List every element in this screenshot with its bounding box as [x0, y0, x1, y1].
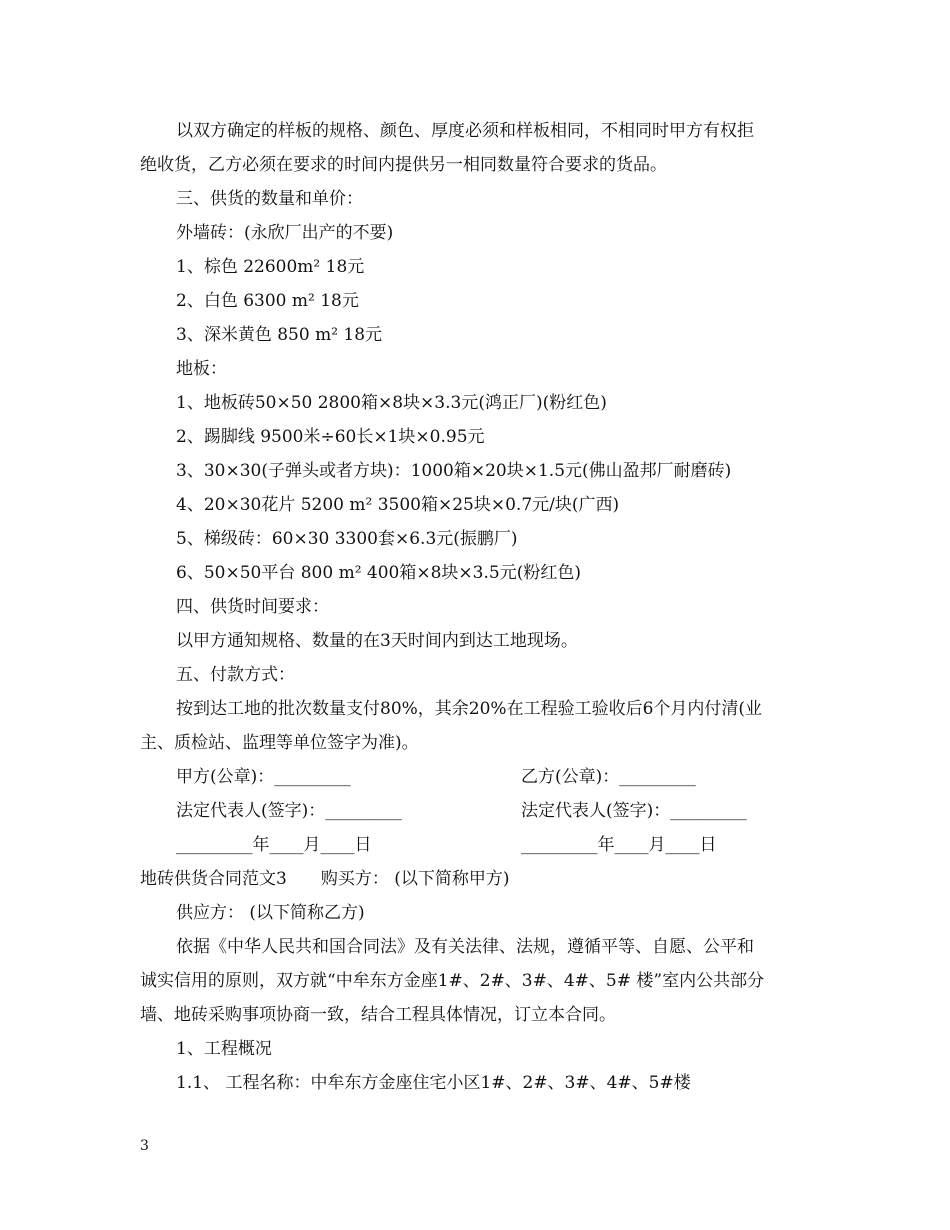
- list-item: 1、地板砖50×50 2800箱×8块×3.3元(鸿正厂)(粉红色): [176, 393, 607, 413]
- buyer-line: 购买方： (以下简称甲方): [320, 869, 510, 889]
- paragraph-line: 以双方确定的样板的规格、颜色、厚度必须和样板相同，不相同时甲方有权拒: [176, 121, 754, 141]
- paragraph-line: 诚实信用的原则，双方就“中牟东方金座1#、2#、3#、4#、5# 楼”室内公共部分: [140, 971, 765, 991]
- list-item: 6、50×50平台 800 m² 400箱×8块×3.5元(粉红色): [176, 563, 581, 583]
- section-title-line: [140, 867, 510, 891]
- document-heading: 地砖供货合同范文3: [140, 869, 287, 889]
- page-number: 3: [140, 1138, 149, 1154]
- list-item: 1、棕色 22600m² 18元: [176, 257, 365, 277]
- paragraph-line: 按到达工地的批次数量支付80%，其余20%在工程验工验收后6个月内付清(业: [176, 699, 763, 719]
- section-heading: 1、工程概况: [176, 1039, 272, 1059]
- party-a-representative: 法定代表人(签字)：_________: [176, 801, 402, 821]
- subheading: 地板：: [176, 359, 227, 379]
- section-heading: 五、付款方式：: [176, 665, 295, 685]
- list-item: 5、梯级砖：60×30 3300套×6.3元(振鹏厂): [176, 529, 518, 549]
- paragraph-line: 墙、地砖采购事项协商一致，结合工程具体情况，订立本合同。: [140, 1005, 616, 1025]
- list-item: 3、30×30(子弹头或者方块)：1000箱×20块×1.5元(佛山盈邦厂耐磨砖): [176, 461, 732, 481]
- party-a-date: _________年____月____日: [176, 835, 372, 855]
- list-item: 2、踢脚线 9500米÷60长×1块×0.95元: [176, 427, 485, 447]
- party-b-seal: 乙方(公章)：_________: [521, 767, 696, 787]
- section-heading: 三、供货的数量和单价：: [176, 189, 363, 209]
- list-item: 3、深米黄色 850 m² 18元: [176, 325, 383, 345]
- party-b-date: _________年____月____日: [521, 835, 717, 855]
- party-a-seal: 甲方(公章)：_________: [176, 767, 351, 787]
- list-item: 4、20×30花片 5200 m² 3500箱×25块×0.7元/块(广西): [176, 495, 620, 515]
- supplier-line: 供应方： (以下简称乙方): [176, 903, 365, 923]
- paragraph-line: 以甲方通知规格、数量的在3天时间内到达工地现场。: [176, 631, 578, 651]
- party-b-representative: 法定代表人(签字)：_________: [521, 801, 747, 821]
- paragraph-line: 依据《中华人民共和国合同法》及有关法律、法规，遵循平等、自愿、公平和: [176, 937, 754, 957]
- paragraph-line: 主、质检站、监理等单位签字为准)。: [140, 733, 419, 753]
- section-heading: 四、供货时间要求：: [176, 597, 329, 617]
- paragraph-line: 绝收货，乙方必须在要求的时间内提供另一相同数量符合要求的货品。: [140, 155, 667, 175]
- subheading: 外墙砖：(永欣厂出产的不要): [176, 223, 394, 243]
- list-item: 2、白色 6300 m² 18元: [176, 291, 359, 311]
- list-item: 1.1、 工程名称：中牟东方金座住宅小区1#、2#、3#、4#、5#楼: [176, 1073, 691, 1093]
